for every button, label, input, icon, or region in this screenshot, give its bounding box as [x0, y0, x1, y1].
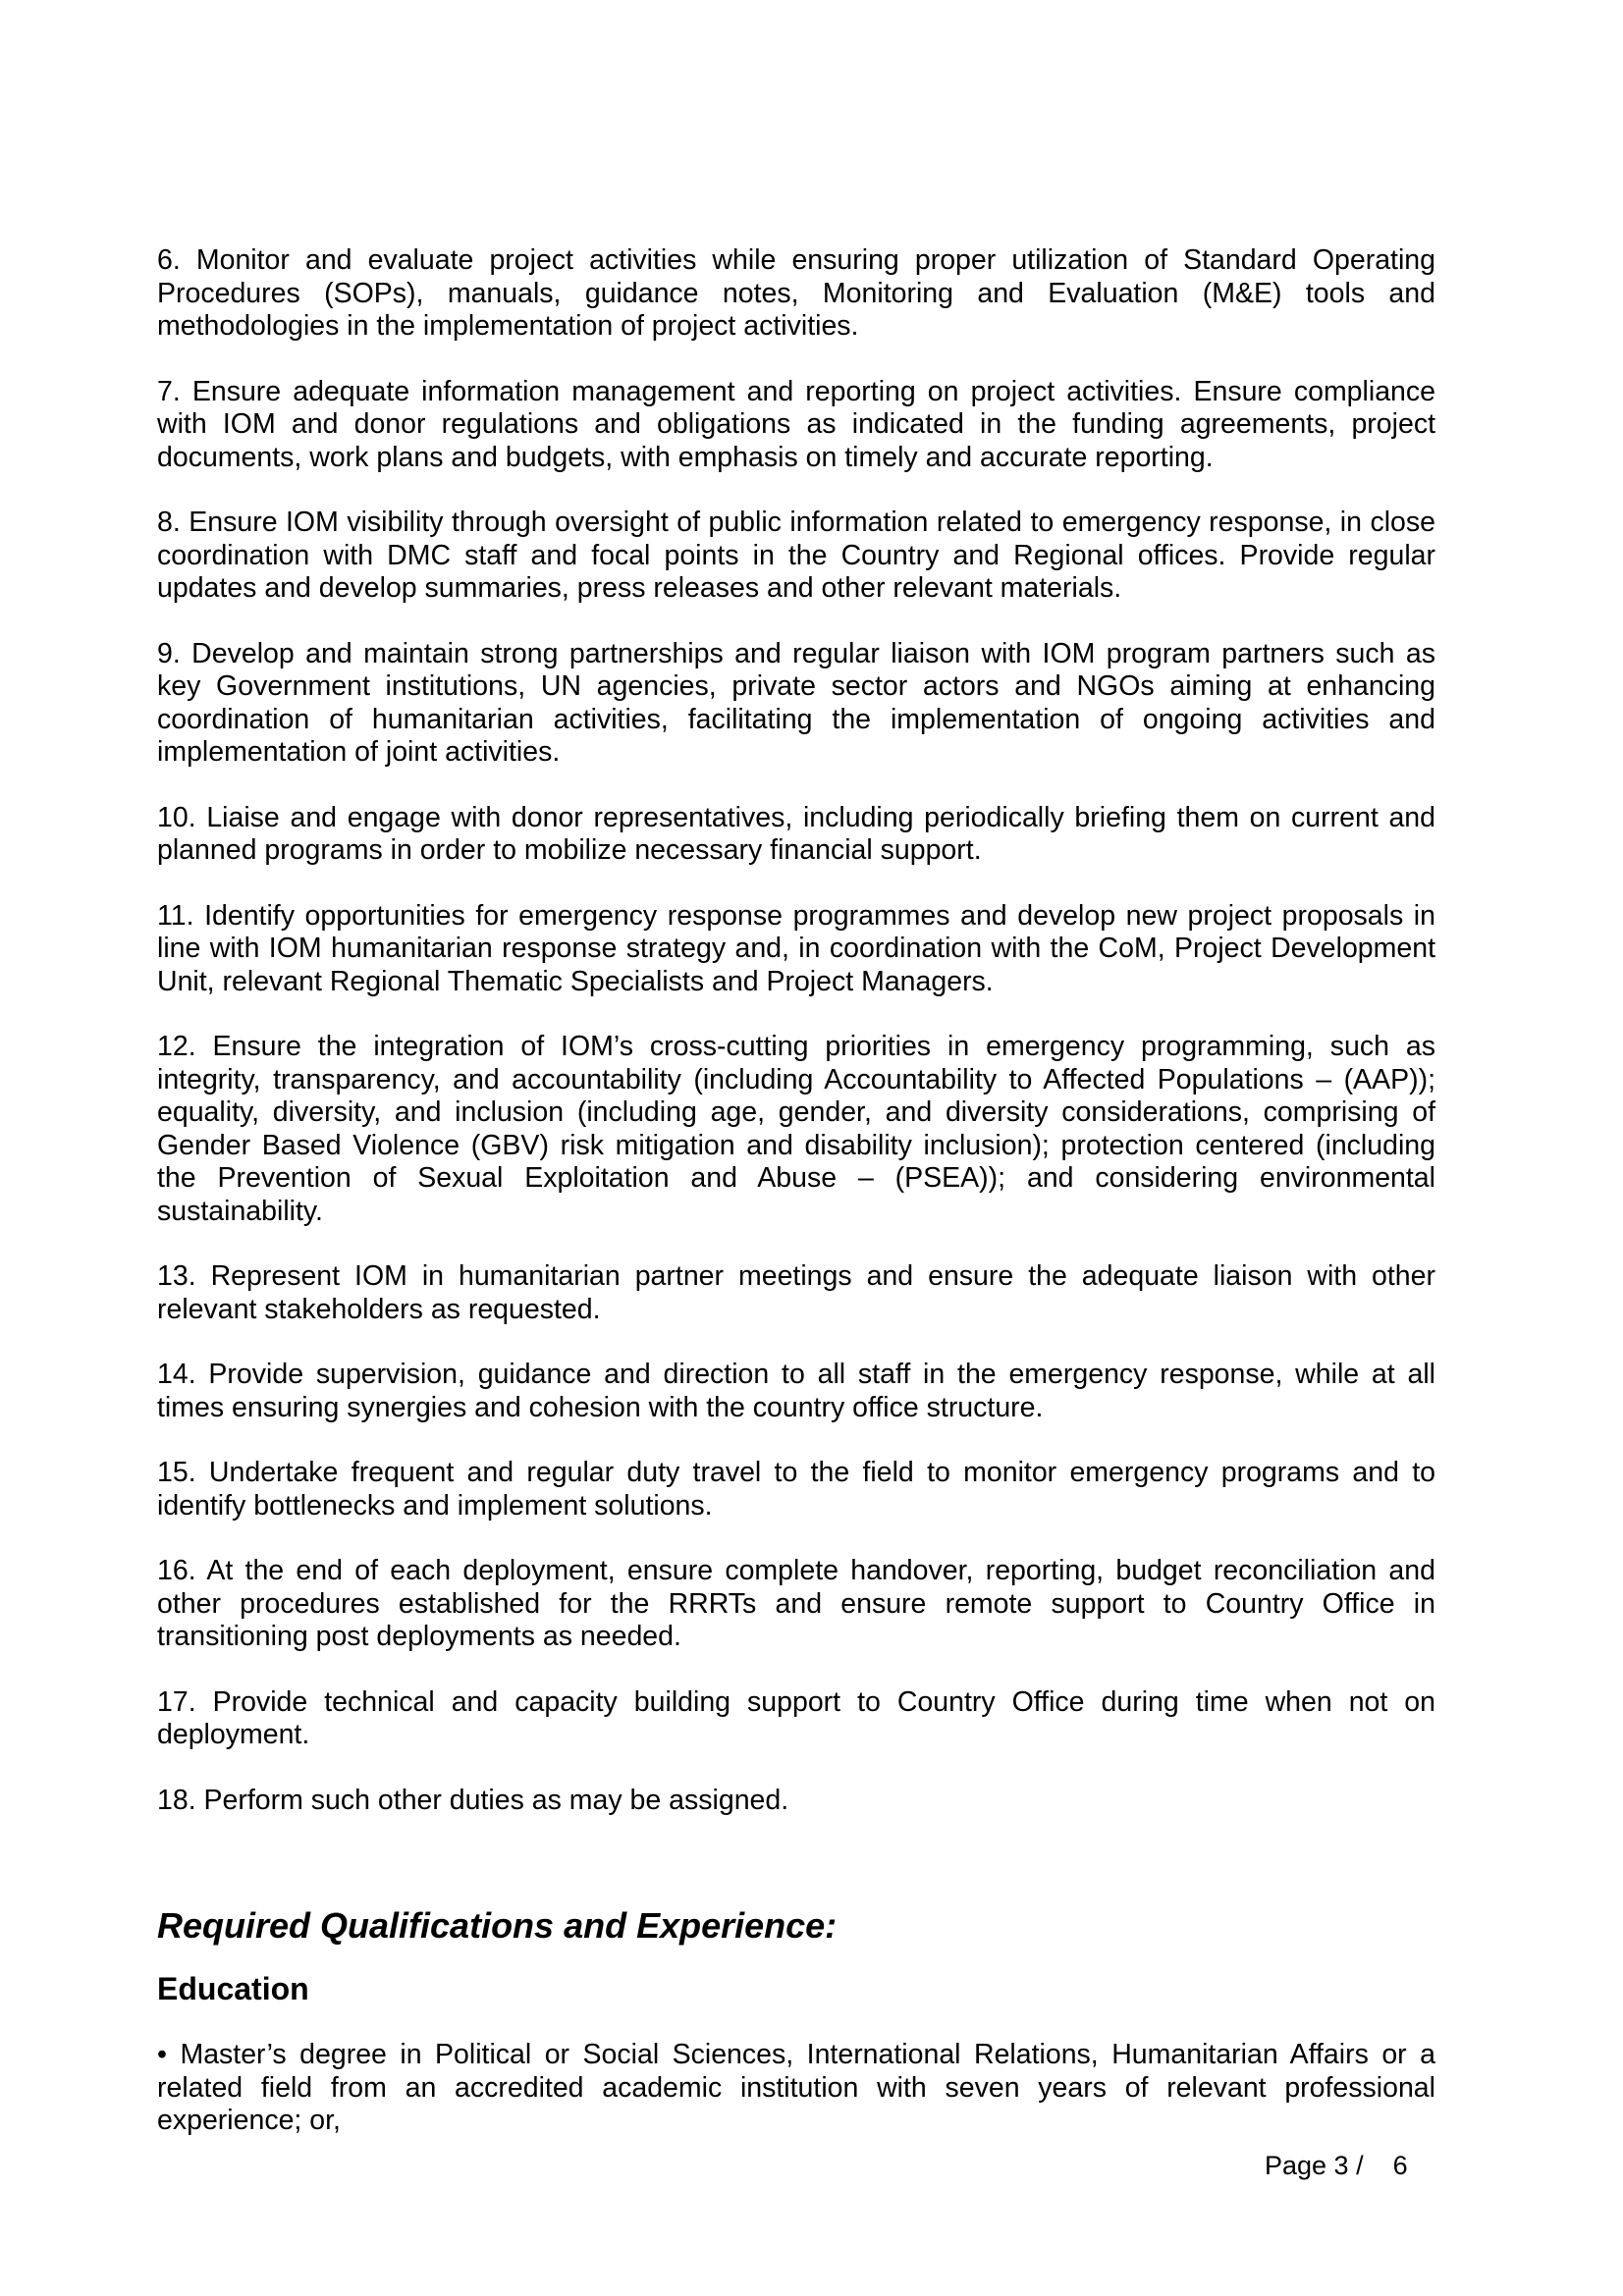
total-pages: 6	[1392, 2151, 1408, 2180]
duty-paragraph-15: 15. Undertake frequent and regular duty travel to the field to monitor emergency programs and to identify bottlenecks and implement solutions.	[157, 1457, 1435, 1522]
page-label: Page 3 /	[1265, 2151, 1364, 2180]
page-number	[1265, 2150, 1408, 2181]
duty-paragraph-11: 11. Identify opportunities for emergency response programmes and develop new project proposals in line with IOM humanitarian response strategy and, in coordination with the CoM, Project Development Unit, relevant Regional Thematic Specialists and Project Managers.	[157, 899, 1435, 997]
qualifications-heading: Required Qualifications and Experience:	[157, 1905, 838, 1946]
duty-paragraph-6: 6. Monitor and evaluate project activities while ensuring proper utilization of Standard Operating Procedures (SOPs), manuals, guidance notes, Monitoring and Evaluation (M&E) tools and methodologies in the implementation of project activities.	[157, 244, 1435, 342]
duty-paragraph-7: 7. Ensure adequate information management and reporting on project activities. Ensure compliance with IOM and donor regulations and obligations as indicated in the funding agreements, project documents, work plans and budgets, with emphasis on timely and accurate reporting.	[157, 375, 1435, 473]
duty-paragraph-12: 12. Ensure the integration of IOM’s cross-cutting priorities in emergency programming, such as integrity, transparency, and accountability (including Accountability to Affected Populations – (AAP)); equality, diversity, and inclusion (including age, gender, and diversity considerations, comprising of Gender Based Violence (GBV) risk mitigation and disability inclusion); protection centered (including the Prevention of Sexual Exploitation and Abuse – (PSEA)); and considering environmental sustainability.	[157, 1031, 1435, 1227]
duty-paragraph-18: 18. Perform such other duties as may be assigned.	[157, 1784, 789, 1816]
duty-paragraph-8: 8. Ensure IOM visibility through oversight of public information related to emergency response, in close coordination with DMC staff and focal points in the Country and Regional offices. Provide regular updates and develop summaries, press releases and other relevant materials.	[157, 507, 1435, 604]
duty-paragraph-16: 16. At the end of each deployment, ensure complete handover, reporting, budget reconciliation and other procedures established for the RRRTs and ensure remote support to Country Office in transitioning post deployments as needed.	[157, 1555, 1435, 1652]
education-heading: Education	[157, 1971, 309, 2006]
education-item: • Master’s degree in Political or Social Sciences, International Relations, Humanitarian Affairs or a related field from an accredited academic institution with seven years of relevant professional experience; or,	[157, 2039, 1435, 2136]
duty-paragraph-10: 10. Liaise and engage with donor representatives, including periodically briefing them on current and planned programs in order to mobilize necessary financial support.	[157, 801, 1435, 866]
document-body	[157, 244, 1435, 2138]
duty-paragraph-9: 9. Develop and maintain strong partnerships and regular liaison with IOM program partners such as key Government institutions, UN agencies, private sector actors and NGOs aiming at enhancing coordination of humanitarian activities, facilitating the implementation of ongoing activities and implementation of joint activities.	[157, 637, 1435, 768]
duty-paragraph-13: 13. Represent IOM in humanitarian partner meetings and ensure the adequate liaison with other relevant stakeholders as requested.	[157, 1260, 1435, 1325]
duty-paragraph-14: 14. Provide supervision, guidance and direction to all staff in the emergency response, while at all times ensuring synergies and cohesion with the country office structure.	[157, 1359, 1435, 1423]
duty-paragraph-17: 17. Provide technical and capacity building support to Country Office during time when not on deployment.	[157, 1685, 1435, 1750]
